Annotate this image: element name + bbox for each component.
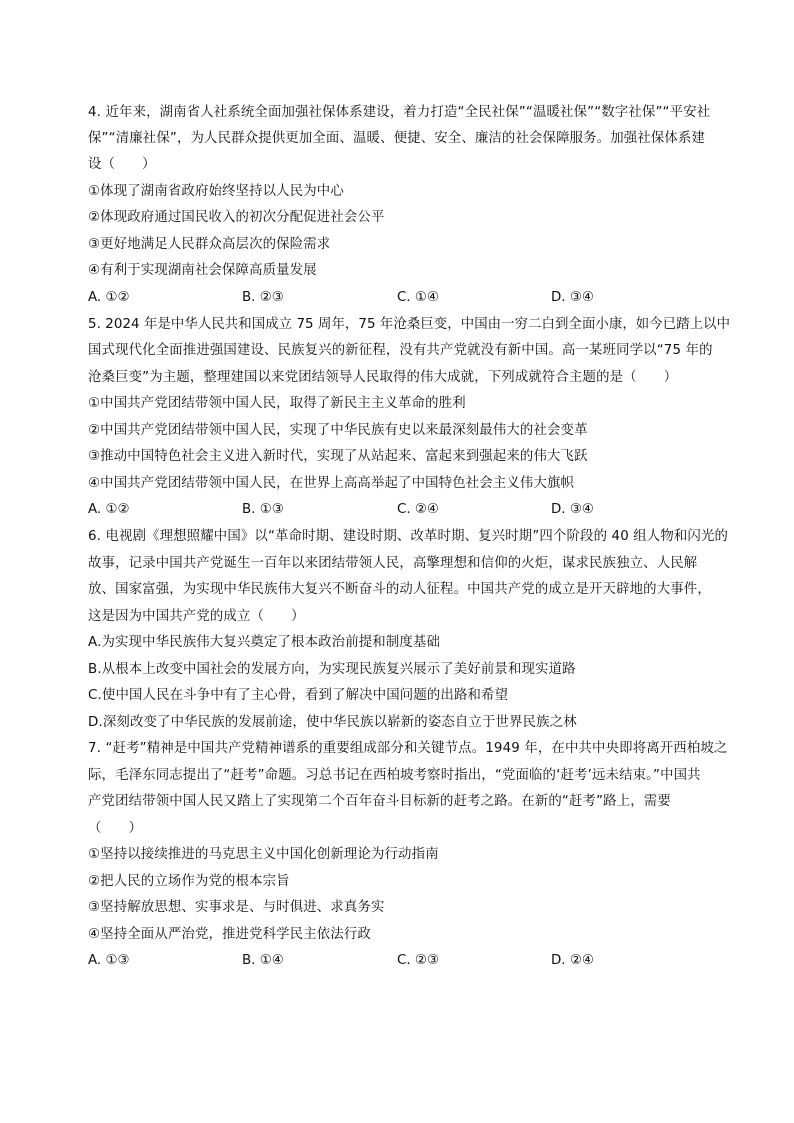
question-4-line-3: 设（ ） (88, 157, 156, 172)
option-c[interactable]: C. ②③ (397, 953, 439, 968)
question-7-line-3: 产党团结带领中国人民又踏上了实现第二个百年奋斗目标新的赶考之路。在新的“赶考”路上，需要 (88, 794, 671, 809)
question-4-statement-3: ③更好地满足人民群众高层次的保险需求 (88, 237, 331, 252)
question-5-line-3: 沧桑巨变”为主题，整理建国以来党团结领导人民取得的伟大成就，下列成就符合主题的是（ ） (88, 370, 678, 385)
question-6-option-d[interactable]: D.深刻改变了中华民族的发展前途，使中华民族以崭新的姿态自立于世界民族之林 (88, 715, 577, 730)
question-5-line-1: 5. 2024 年是中华人民共和国成立 75 周年，75 年沧桑巨变，中国由一穷二白到全面小康，如今已踏上以中 (88, 317, 731, 332)
option-a[interactable]: A. ①② (88, 502, 130, 517)
question-7-statement-4: ④坚持全面从严治党，推进党科学民主依法行政 (88, 927, 371, 942)
question-6-line-2: 故事，记录中国共产党诞生一百年以来团结带领人民，高擎理想和信仰的火炬，谋求民族独立、人民解 (88, 556, 698, 571)
question-6-option-a[interactable]: A.为实现中华民族伟大复兴奠定了根本政治前提和制度基础 (88, 635, 440, 650)
option-d[interactable]: D. ②④ (551, 953, 594, 968)
question-4-statement-4: ④有利于实现湖南社会保障高质量发展 (88, 263, 317, 278)
question-5-statement-4: ④中国共产党团结带领中国人民，在世界上高高举起了中国特色社会主义伟大旗帜 (88, 476, 575, 491)
question-6-line-1: 6. 电视剧《理想照耀中国》以“革命时期、建设时期、改革时期、复兴时期”四个阶段的 40 组人物和闪光的 (88, 529, 729, 544)
question-7-statement-3: ③坚持解放思想、实事求是、与时俱进、求真务实 (88, 900, 385, 915)
question-6-option-b[interactable]: B.从根本上改变中国社会的发展方向，为实现民族复兴展示了美好前景和现实道路 (88, 662, 576, 677)
question-6-line-4: 这是因为中国共产党的成立（ ） (88, 609, 305, 624)
question-4-statement-1: ①体现了湖南省政府始终坚持以人民为中心 (88, 184, 344, 199)
question-7-statement-1: ①坚持以接续推进的马克思主义中国化创新理论为行动指南 (88, 847, 439, 862)
question-7-line-1: 7. “赶考”精神是中国共产党精神谱系的重要组成部分和关键节点。1949 年，在中共中央即将离开西柏坡之 (88, 741, 728, 756)
option-b[interactable]: B. ①④ (242, 953, 284, 968)
question-7-line-4: （ ） (88, 821, 143, 836)
option-a[interactable]: A. ①③ (88, 953, 130, 968)
question-5-line-2: 国式现代化全面推进强国建设、民族复兴的新征程，没有共产党就没有新中国。高一某班同学以“75 年的 (88, 343, 713, 358)
option-c[interactable]: C. ②④ (397, 502, 439, 517)
question-7-statement-2: ②把人民的立场作为党的根本宗旨 (88, 874, 290, 889)
option-b[interactable]: B. ①③ (242, 502, 284, 517)
option-d[interactable]: D. ③④ (551, 290, 594, 305)
question-5-statement-3: ③推动中国特色社会主义进入新时代，实现了从站起来、富起来到强起来的伟大飞跃 (88, 449, 588, 464)
option-d[interactable]: D. ③④ (551, 502, 594, 517)
option-a[interactable]: A. ①② (88, 290, 130, 305)
question-6-line-3: 放、国家富强，为实现中华民族伟大复兴不断奋斗的动人征程。中国共产党的成立是开天辟地的大事件， (88, 582, 711, 597)
question-7-line-2: 际，毛泽东同志提出了“赶考”命题。习总书记在西柏坡考察时指出，“党面临的‘赶考’远未结束。”中国共 (88, 768, 701, 783)
question-5-statement-2: ②中国共产党团结带领中国人民，实现了中华民族有史以来最深刻最伟大的社会变革 (88, 423, 588, 438)
question-6-option-c[interactable]: C.使中国人民在斗争中有了主心骨，看到了解决中国问题的出路和希望 (88, 688, 509, 703)
option-b[interactable]: B. ②③ (242, 290, 284, 305)
option-c[interactable]: C. ①④ (397, 290, 439, 305)
question-4-statement-2: ②体现政府通过国民收入的初次分配促进社会公平 (88, 210, 385, 225)
question-4-line-1: 4. 近年来，湖南省人社系统全面加强社保体系建设，着力打造“全民社保”“温暖社保”“数字社保”“平安社 (88, 105, 711, 120)
question-4-line-2: 保”“清廉社保”，为人民群众提供更加全面、温暖、便捷、安全、廉洁的社会保障服务。加强社保体系建 (88, 131, 706, 146)
question-5-statement-1: ①中国共产党团结带领中国人民，取得了新民主主义革命的胜利 (88, 396, 466, 411)
